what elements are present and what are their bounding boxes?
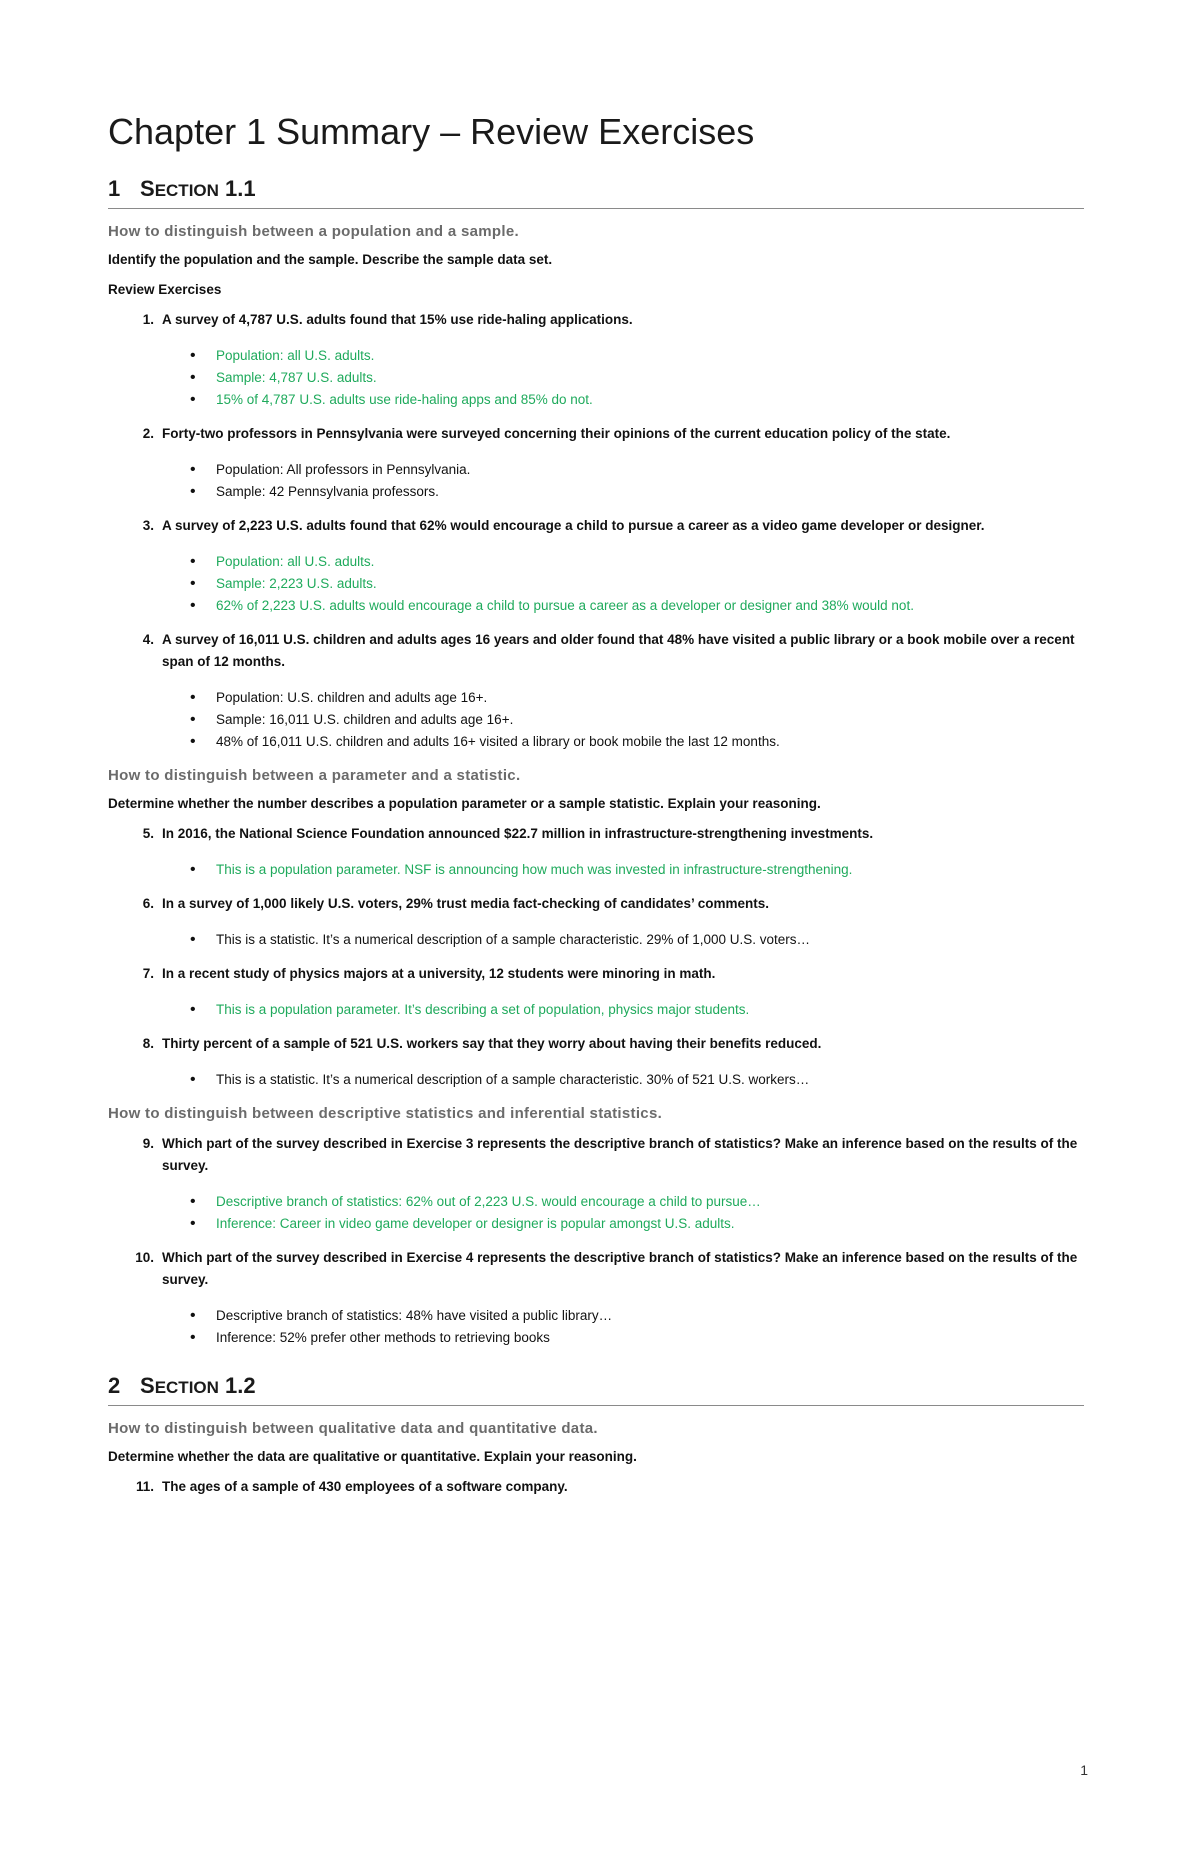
answer-item: • Population: all U.S. adults.: [216, 551, 1084, 573]
topic-descriptive-inferential: How to distinguish between descriptive statistics and inferential statistics.: [108, 1105, 663, 1122]
instruction-determine-data-type: Determine whether the data are qualitative or quantitative. Explain your reasoning.: [108, 1449, 637, 1464]
answer-item: • This is a population parameter. NSF is announcing how much was invested in infrastructure-strengthening.: [216, 859, 1084, 881]
topic-parameter-statistic: How to distinguish between a parameter and a statistic.: [108, 767, 521, 784]
answer-list-7: [108, 999, 1084, 1021]
exercise-number: 2.: [142, 426, 154, 441]
exercise-7: [108, 963, 1084, 985]
exercise-number: 8.: [142, 1036, 154, 1051]
exercise-text: A survey of 16,011 U.S. children and adults ages 16 years and older found that 48% have visited a public library or a book mobile over a recent span of 12 months.: [162, 632, 1075, 669]
answer-item: • Inference: Career in video game developer or designer is popular amongst U.S. adults.: [216, 1213, 1084, 1235]
section-title: SECTION 1.2: [140, 1373, 256, 1398]
section-heading-1-2: [108, 1371, 1084, 1406]
section-heading-1-1: [108, 174, 1084, 209]
answer-list-4: [108, 687, 1084, 753]
answer-list-10: [108, 1305, 1084, 1349]
exercise-number: 1.: [142, 312, 154, 327]
answer-list-1: [108, 345, 1084, 411]
exercise-11: [108, 1476, 1084, 1498]
exercise-text: A survey of 4,787 U.S. adults found that 15% use ride-haling applications.: [162, 312, 633, 327]
exercise-number: 10.: [135, 1250, 154, 1265]
section-number: 2: [108, 1373, 121, 1398]
exercise-text: The ages of a sample of 430 employees of a software company.: [162, 1479, 568, 1494]
answer-item: • 62% of 2,223 U.S. adults would encourage a child to pursue a career as a developer or designer and 38% would not.: [216, 595, 1084, 617]
exercise-text: In a survey of 1,000 likely U.S. voters, 29% trust media fact-checking of candidates’ comments.: [162, 896, 769, 911]
answer-list-8: [108, 1069, 1084, 1091]
exercise-number: 3.: [142, 518, 154, 533]
answer-item: • This is a statistic. It’s a numerical description of a sample characteristic. 30% of 521 U.S. workers…: [216, 1069, 1084, 1091]
exercise-number: 6.: [142, 896, 154, 911]
page-number: 1: [1080, 1762, 1088, 1778]
exercise-text: Forty-two professors in Pennsylvania were surveyed concerning their opinions of the current education policy of the state.: [162, 426, 951, 441]
exercise-text: A survey of 2,223 U.S. adults found that 62% would encourage a child to pursue a career as a video game developer or designer.: [162, 518, 985, 533]
answer-item: • Population: all U.S. adults.: [216, 345, 1084, 367]
exercise-10: [108, 1247, 1084, 1291]
exercise-number: 5.: [142, 826, 154, 841]
exercise-number: 11.: [135, 1479, 154, 1494]
section-title: SECTION 1.1: [140, 176, 256, 201]
section-number: 1: [108, 176, 121, 201]
topic-qualitative-quantitative: How to distinguish between qualitative data and quantitative data.: [108, 1420, 598, 1437]
exercise-text: Which part of the survey described in Exercise 4 represents the descriptive branch of statistics? Make an inference based on the results of the survey.: [162, 1250, 1078, 1287]
answer-item: • Population: U.S. children and adults age 16+.: [216, 687, 1084, 709]
answer-item: • Population: All professors in Pennsylvania.: [216, 459, 1084, 481]
exercise-6: [108, 893, 1084, 915]
answer-item: • Inference: 52% prefer other methods to retrieving books: [216, 1327, 1084, 1349]
exercise-number: 9.: [142, 1136, 154, 1151]
exercise-text: Thirty percent of a sample of 521 U.S. workers say that they worry about having their benefits reduced.: [162, 1036, 822, 1051]
exercise-text: In 2016, the National Science Foundation announced $22.7 million in infrastructure-strengthening investments.: [162, 826, 874, 841]
exercise-5: [108, 823, 1084, 845]
document-page: [108, 110, 1084, 1498]
exercise-text: Which part of the survey described in Exercise 3 represents the descriptive branch of statistics? Make an inference based on the results of the survey.: [162, 1136, 1078, 1173]
answer-item: • This is a statistic. It’s a numerical description of a sample characteristic. 29% of 1,000 U.S. voters…: [216, 929, 1084, 951]
exercise-9: [108, 1133, 1084, 1177]
answer-list-5: [108, 859, 1084, 881]
instruction-identify: Identify the population and the sample. Describe the sample data set.: [108, 252, 553, 267]
exercise-text: In a recent study of physics majors at a university, 12 students were minoring in math.: [162, 966, 716, 981]
answer-item: • Sample: 4,787 U.S. adults.: [216, 367, 1084, 389]
document-title: Chapter 1 Summary – Review Exercises: [108, 111, 755, 152]
exercise-number: 4.: [142, 632, 154, 647]
exercise-4: [108, 629, 1084, 673]
exercise-2: [108, 423, 1084, 445]
answer-item: • 15% of 4,787 U.S. adults use ride-haling apps and 85% do not.: [216, 389, 1084, 411]
answer-item: • Descriptive branch of statistics: 48% have visited a public library…: [216, 1305, 1084, 1327]
exercise-1: [108, 309, 1084, 331]
topic-population-sample: How to distinguish between a population and a sample.: [108, 223, 519, 240]
answer-list-9: [108, 1191, 1084, 1235]
answer-item: • This is a population parameter. It’s describing a set of population, physics major students.: [216, 999, 1084, 1021]
answer-list-6: [108, 929, 1084, 951]
instruction-determine-parameter: Determine whether the number describes a population parameter or a sample statistic. Explain your reasoning.: [108, 796, 821, 811]
review-exercises-label: Review Exercises: [108, 282, 222, 297]
exercise-8: [108, 1033, 1084, 1055]
answer-item: • 48% of 16,011 U.S. children and adults 16+ visited a library or book mobile the last 12 months.: [216, 731, 1084, 753]
answer-list-3: [108, 551, 1084, 617]
exercise-number: 7.: [142, 966, 154, 981]
answer-item: • Sample: 42 Pennsylvania professors.: [216, 481, 1084, 503]
answer-list-2: [108, 459, 1084, 503]
answer-item: • Sample: 16,011 U.S. children and adults age 16+.: [216, 709, 1084, 731]
answer-item: • Sample: 2,223 U.S. adults.: [216, 573, 1084, 595]
exercise-3: [108, 515, 1084, 537]
answer-item: • Descriptive branch of statistics: 62% out of 2,223 U.S. would encourage a child to pursue…: [216, 1191, 1084, 1213]
